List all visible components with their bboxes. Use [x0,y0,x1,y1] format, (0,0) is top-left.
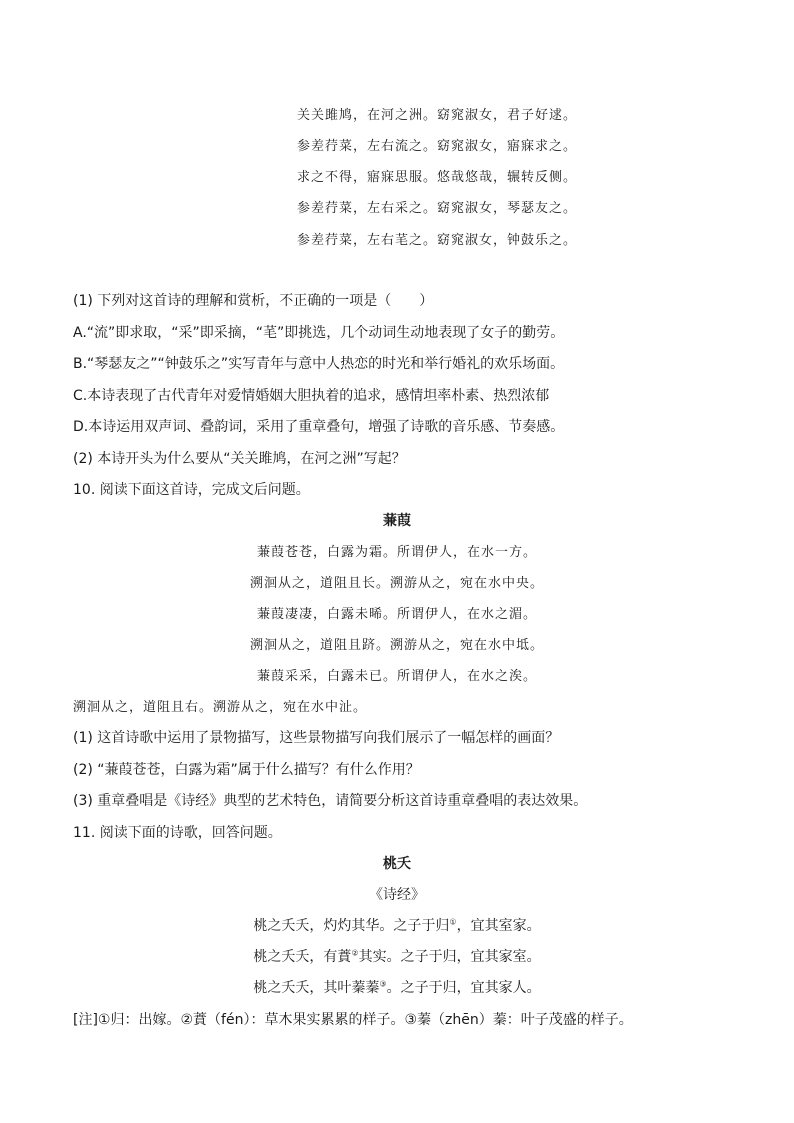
q11-intro: 11. 阅读下面的诗歌，回答问题。 [73,825,282,841]
poem-line: 溯洄从之，道阻且长。溯游从之，宛在水中央。 [249,576,544,591]
poem-line: 参差荇菜，左右芼之。窈窕淑女，钟鼓乐之。 [296,233,577,248]
poem-text: 其实。之子于归，宜其家室。 [358,949,541,965]
q11-annotation: [注]①归：出嫁。②蕡（fén）：草木果实累累的样子。③蓁（zhēn）蓁：叶子茂盛的样子。 [73,1012,633,1028]
q9-sub1: (1) 下列对这首诗的理解和赏析，不正确的一项是（ ） [73,293,434,309]
q10-sub2: (2) “蒹葭苍苍，白露为霜”属于什么描写？有什么作用？ [73,762,420,778]
poem-line: 溯洄从之，道阻且跻。溯游从之，宛在水中坻。 [249,638,544,653]
poem-line: 蒹葭凄凄，白露未晞。所谓伊人，在水之湄。 [256,607,537,622]
poem-line [0,946,794,966]
poem-line-last: 溯洄从之，道阻且右。溯游从之，宛在水中沚。 [73,700,368,715]
poem-line [0,915,794,935]
poem-text: 桃之夭夭，其叶蓁蓁 [253,980,380,996]
q11-poem-title: 桃夭 [383,856,411,872]
q9-option-c: C.本诗表现了古代青年对爱情婚姻大胆执着的追求，感情坦率朴素、热烈浓郁 [73,388,550,404]
q9-option-a: A.“流”即求取，“采”即采摘，“芼”即挑选，几个动词生动地表现了女子的勤劳。 [73,325,565,341]
footnote-marker: ② [351,948,359,958]
q10-sub1: (1) 这首诗歌中运用了景物描写，这些景物描写向我们展示了一幅怎样的画面？ [73,730,560,746]
q10-sub3: (3) 重章叠唱是《诗经》典型的艺术特色，请简要分析这首诗重章叠唱的表达效果。 [73,793,588,809]
q10-poem-title: 蒹葭 [383,513,411,529]
poem-line: 求之不得，寤寐思服。悠哉悠哉，辗转反侧。 [296,170,577,185]
poem-text: 桃之夭夭，有蕡 [253,949,352,965]
poem-text: 。之子于归，宜其家人。 [386,980,541,996]
q9-sub2: (2) 本诗开头为什么要从“关关雎鸠，在河之洲”写起？ [73,451,406,467]
poem-text: 桃之夭夭，灼灼其华。之子于归 [253,918,450,934]
footnote-marker: ③ [379,979,387,989]
poem-line [0,977,794,997]
poem-line: 蒹葭苍苍，白露为霜。所谓伊人，在水一方。 [256,545,537,560]
poem-line: 参差荇菜，左右流之。窈窕淑女，寤寐求之。 [296,139,577,154]
q9-option-b: B.“琴瑟友之”“钟鼓乐之”实写青年与意中人热恋的时光和举行婚礼的欢乐场面。 [73,356,565,372]
poem-line: 蒹葭采采，白露未已。所谓伊人，在水之涘。 [256,669,537,684]
footnote-marker: ① [449,917,457,927]
q9-option-d: D.本诗运用双声词、叠韵词，采用了重章叠句，增强了诗歌的音乐感、节奏感。 [73,419,565,435]
poem-line: 关关雎鸠，在河之洲。窈窕淑女，君子好逑。 [296,108,577,123]
q11-poem-source: 《诗经》 [369,887,425,903]
q10-intro: 10. 阅读下面这首诗，完成文后问题。 [73,482,310,498]
poem-text: ，宜其室家。 [456,918,541,934]
poem-line: 参差荇菜，左右采之。窈窕淑女，琴瑟友之。 [296,201,577,216]
